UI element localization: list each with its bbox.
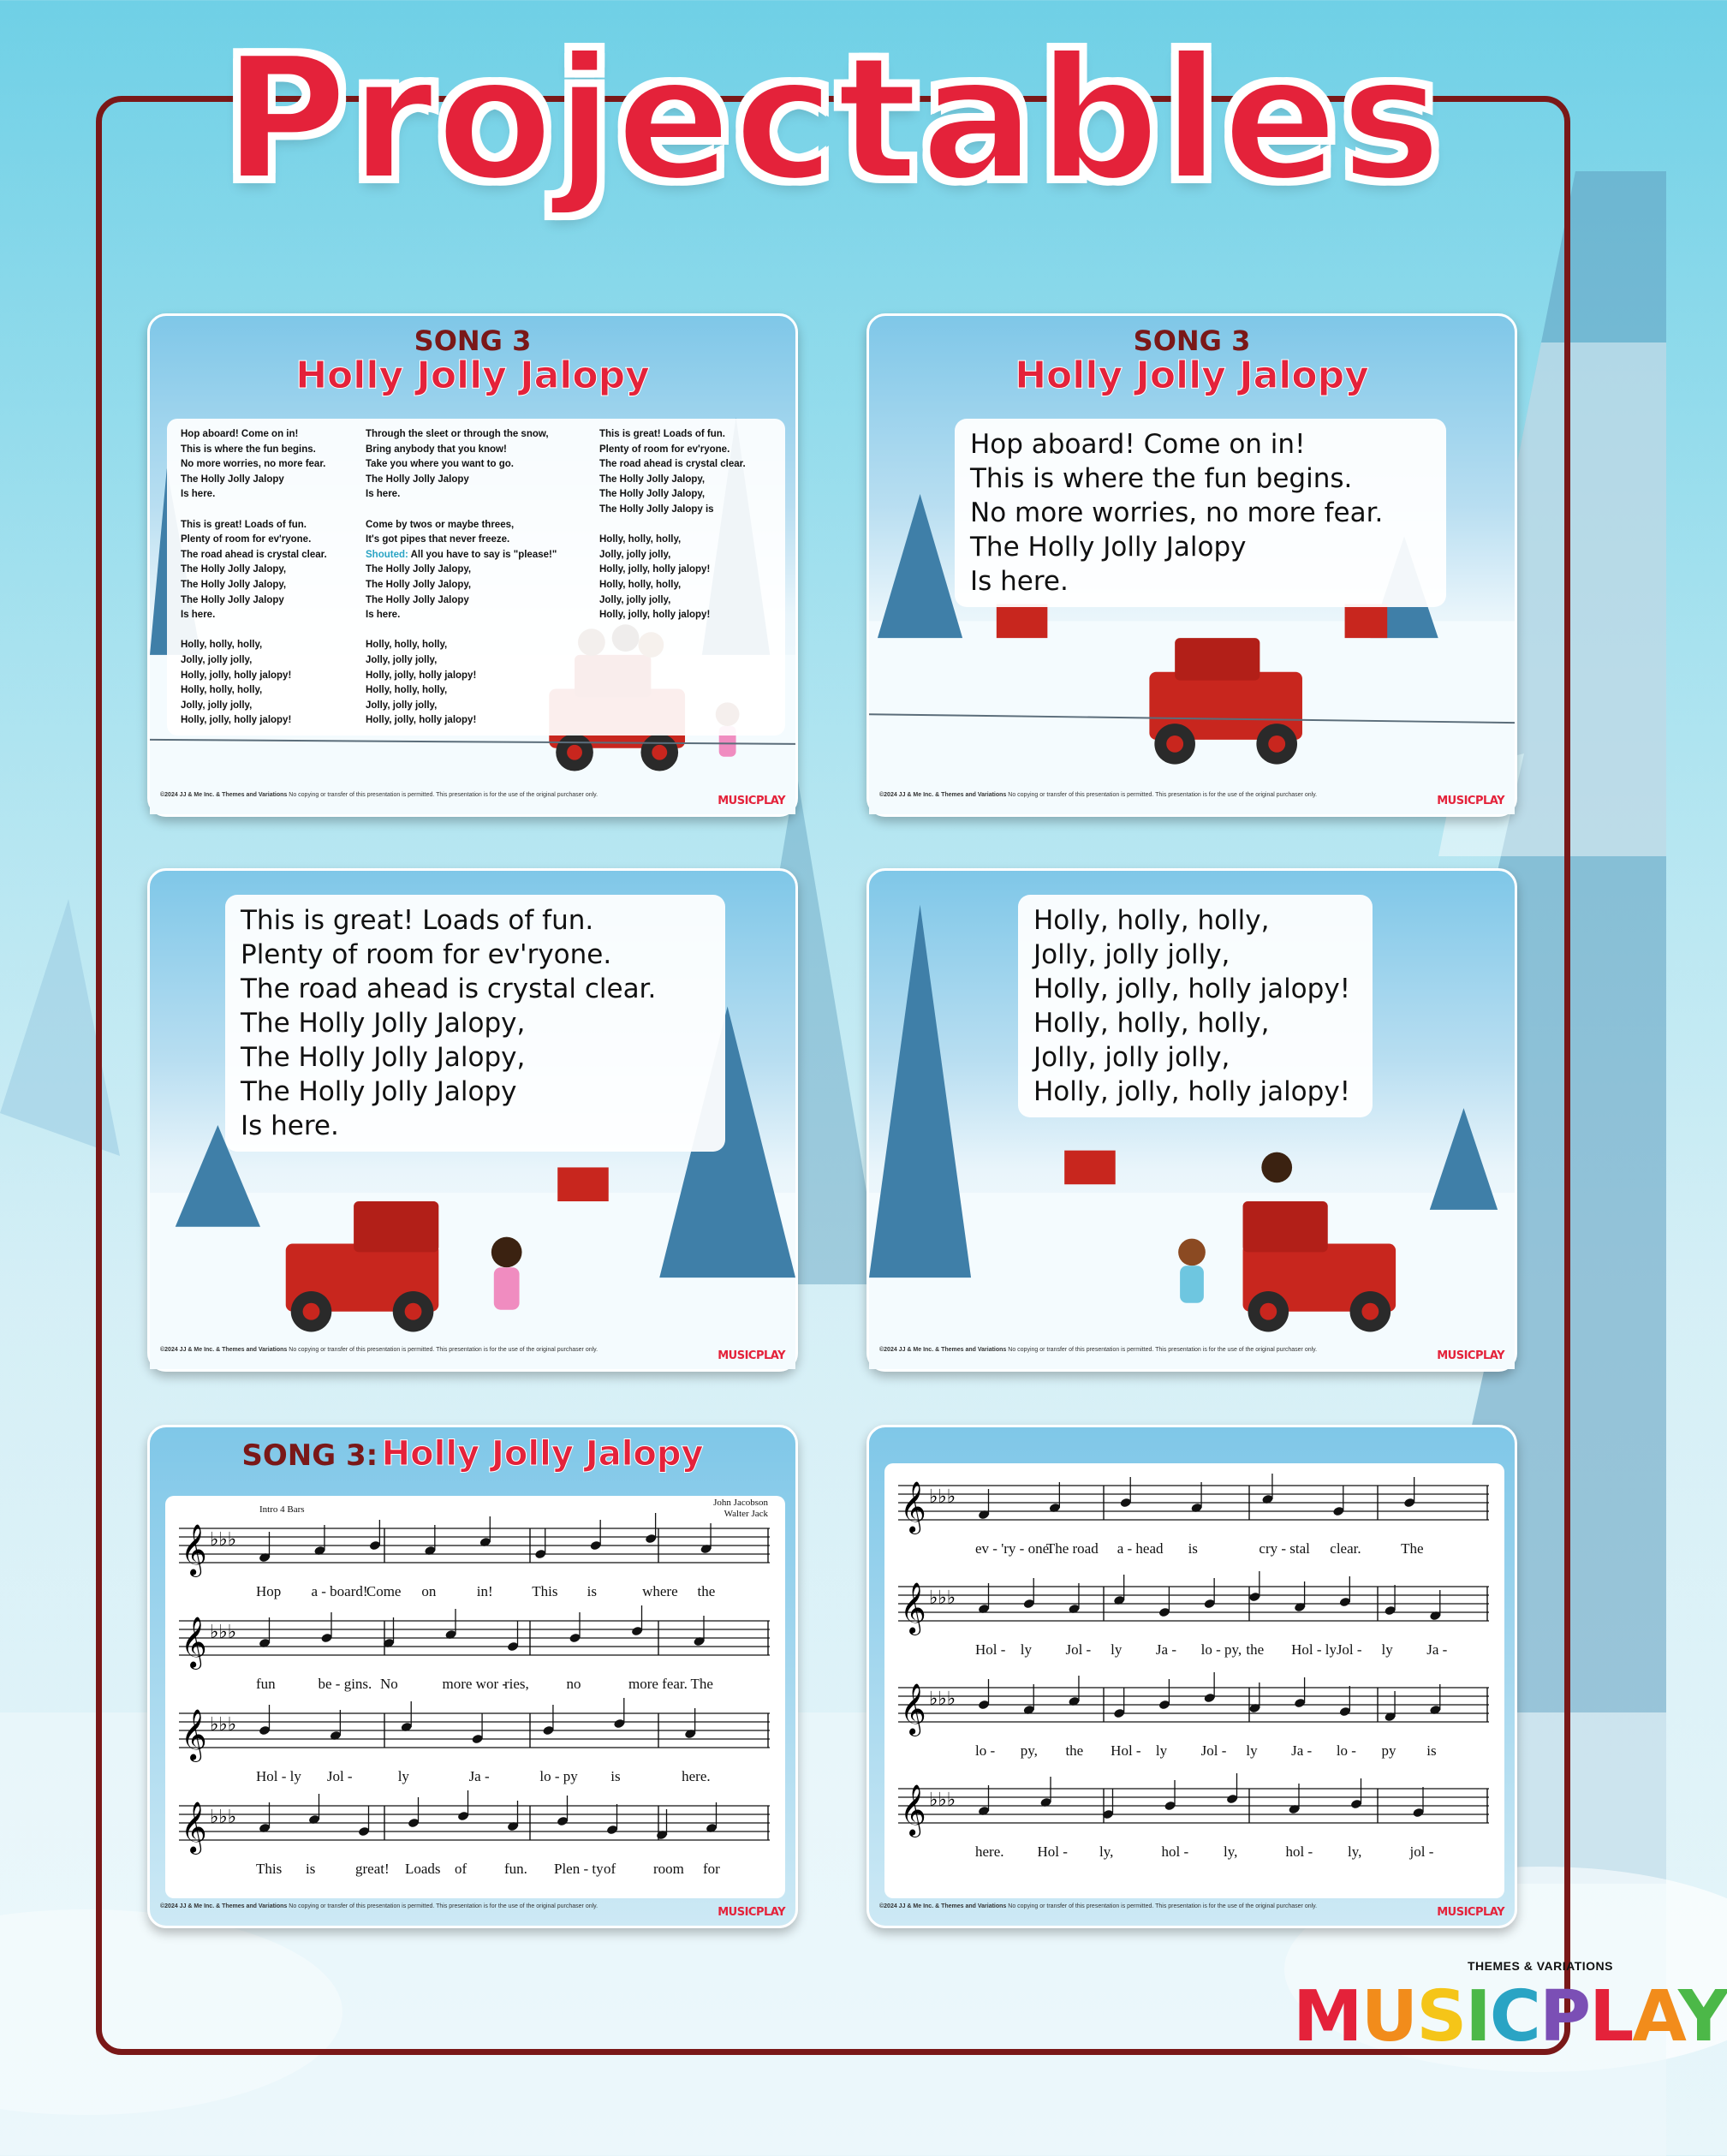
copyright-footer: ©2024 JJ & Me Inc. & Themes and Variations No copying or transfer of this presentation is permitted. This presentation is for the use of the original purchaser only.	[160, 1347, 598, 1353]
lyric-syllable: This	[256, 1861, 283, 1877]
music-staff	[179, 1520, 770, 1580]
lyric-line: Is here.	[181, 489, 216, 500]
lyric-line: Holly, holly, holly,	[1033, 905, 1270, 936]
music-staff	[898, 1578, 1489, 1638]
lyric-syllable: ries,	[504, 1676, 529, 1692]
lyric-line: Holly, jolly, holly jalopy!	[599, 564, 711, 575]
lyric-syllable: lo -	[975, 1742, 996, 1759]
lyric-syllable: Come	[366, 1583, 402, 1599]
lyric-syllable: The road	[1045, 1540, 1099, 1557]
lyric-syllable: py	[1381, 1742, 1396, 1759]
lyric-syllable: Hol - ly	[256, 1768, 301, 1784]
lyric-syllable: a - head	[1117, 1540, 1164, 1557]
lyric-line: No more worries, no more fear.	[970, 497, 1384, 528]
lyric-line: Jolly, jolly jolly,	[1033, 939, 1230, 970]
key-signature-flats: ♭♭♭	[929, 1790, 956, 1811]
lyric-line: Holly, holly, holly,	[366, 640, 448, 651]
lyric-line: This is where the fun begins.	[181, 444, 316, 455]
treble-clef-icon: 𝄞	[900, 1683, 926, 1735]
lyric-syllable: clear.	[1330, 1540, 1361, 1557]
lyric-syllable: the	[697, 1583, 716, 1599]
song-number: SONG 3	[414, 325, 532, 357]
slide-card-chorus	[866, 868, 1517, 1372]
lyric-line: The road ahead is crystal clear.	[181, 549, 327, 560]
slide-card-verse-1	[866, 313, 1517, 817]
lyric-line: This is great! Loads of fun.	[599, 429, 725, 439]
lyric-syllable: no	[566, 1676, 581, 1692]
lyrics-panel	[1018, 895, 1373, 1117]
lyric-syllable: py,	[1020, 1742, 1038, 1759]
musicplay-brand-logo	[1293, 1952, 1727, 2123]
lyric-syllable: hol -	[1285, 1843, 1313, 1860]
music-staff	[898, 1780, 1489, 1840]
copyright-footer: ©2024 JJ & Me Inc. & Themes and Variations No copying or transfer of this presentation is permitted. This presentation is for the use of the original purchaser only.	[879, 1903, 1318, 1909]
lyric-line: Holly, jolly, holly jalopy!	[181, 670, 292, 681]
lyric-syllable: Ja -	[1155, 1641, 1176, 1658]
slide-card-sheet-music-1	[147, 1425, 798, 1928]
music-staff	[179, 1797, 770, 1857]
composer-1: John Jacobson	[713, 1498, 768, 1508]
lyric-line: Holly, jolly, holly jalopy!	[366, 715, 477, 726]
lyric-syllable: The	[690, 1676, 713, 1692]
shouted-text: All you have to say is "please!"	[408, 549, 557, 560]
lyric-line: The Holly Jolly Jalopy	[970, 532, 1247, 563]
lyric-syllable: is	[587, 1583, 597, 1599]
lyric-syllable: Hol -	[1111, 1742, 1141, 1759]
lyric-syllable: where	[642, 1583, 678, 1599]
lyric-line: Is here.	[366, 489, 401, 500]
lyric-line: Holly, jolly, holly jalopy!	[181, 715, 292, 726]
treble-clef-icon: 𝄞	[181, 1709, 207, 1760]
lyric-syllable: The	[1401, 1540, 1424, 1557]
lyric-line: The Holly Jolly Jalopy,	[181, 564, 287, 575]
lyrics-panel	[225, 895, 725, 1152]
lyric-syllable: the	[1065, 1742, 1084, 1759]
lyric-syllable: of	[604, 1861, 616, 1877]
lyric-syllable: ev - 'ry - one.	[975, 1540, 1053, 1557]
song-number: SONG 3:	[241, 1438, 378, 1473]
lyric-line: The road ahead is crystal clear.	[241, 974, 657, 1004]
music-staff	[898, 1477, 1489, 1537]
lyric-syllable: Jol -	[1336, 1641, 1362, 1658]
lyric-syllable: ly	[1381, 1641, 1393, 1658]
treble-clef-icon: 𝄞	[181, 1802, 207, 1853]
brand-tagline: THEMES & VARIATIONS	[1468, 1959, 1613, 1973]
lyric-line: Jolly, jolly jolly,	[181, 700, 253, 711]
lyric-syllable: Hol - ly	[1291, 1641, 1337, 1658]
music-staff	[179, 1705, 770, 1765]
lyric-line: This is great! Loads of fun.	[241, 905, 594, 936]
lyric-line: Hop aboard! Come on in!	[970, 429, 1306, 460]
lyric-syllable: is	[1188, 1540, 1198, 1557]
lyric-line: The Holly Jolly Jalopy	[366, 594, 469, 605]
lyric-line: Through the sleet or through the snow,	[366, 429, 549, 439]
lyric-syllable: Jol -	[1200, 1742, 1227, 1759]
lyric-syllable: room	[653, 1861, 684, 1877]
lyric-line: Plenty of room for ev'ryone.	[241, 939, 612, 970]
lyric-line: Jolly, jolly jolly,	[1033, 1042, 1230, 1073]
key-signature-flats: ♭♭♭	[929, 1486, 956, 1508]
lyric-line: Hop aboard! Come on in!	[181, 429, 299, 439]
lyric-line	[599, 518, 746, 533]
lyric-line	[366, 503, 557, 518]
song-title: Holly Jolly Jalopy	[295, 354, 650, 397]
intro-label: Intro 4 Bars	[259, 1504, 305, 1515]
lyric-syllable: for	[703, 1861, 720, 1877]
lyric-syllable: lo -	[1336, 1742, 1356, 1759]
lyric-syllable: Jol -	[1065, 1641, 1092, 1658]
lyric-line	[181, 503, 327, 518]
slide-card-verse-2	[147, 868, 798, 1372]
song-title: Holly Jolly Jalopy	[1015, 354, 1369, 397]
lyric-line: The road ahead is crystal clear.	[599, 459, 746, 470]
copyright-footer: ©2024 JJ & Me Inc. & Themes and Variations No copying or transfer of this presentation is permitted. This presentation is for the use of the original purchaser only.	[879, 792, 1318, 798]
lyric-line: The Holly Jolly Jalopy,	[599, 489, 706, 500]
lyric-line: Jolly, jolly jolly,	[366, 700, 438, 711]
lyric-syllable: be - gins.	[318, 1676, 372, 1692]
musicplay-mini-logo: MUSICPLAY	[1437, 795, 1504, 807]
lyric-syllable: the	[1246, 1641, 1265, 1658]
lyric-line: The Holly Jolly Jalopy,	[241, 1008, 526, 1039]
treble-clef-icon: 𝄞	[900, 1582, 926, 1634]
lyric-syllable: Ja -	[1426, 1641, 1448, 1658]
lyric-line: Jolly, jolly jolly,	[599, 549, 671, 560]
page-title: Projectables	[222, 20, 1444, 219]
composer-2: Walter Jack	[724, 1509, 768, 1519]
lyric-syllable: ly,	[1224, 1843, 1238, 1860]
music-staff	[898, 1679, 1489, 1739]
musicplay-mini-logo: MUSICPLAY	[1437, 1349, 1504, 1362]
lyric-line: Holly, holly, holly,	[599, 534, 682, 545]
lyric-line: Holly, holly, holly,	[599, 579, 682, 590]
lyric-line: The Holly Jolly Jalopy	[181, 594, 284, 605]
lyric-syllable: more wor -	[442, 1676, 508, 1692]
lyric-line: Holly, jolly, holly jalopy!	[366, 670, 477, 681]
lyric-syllable: Ja -	[468, 1768, 490, 1784]
key-signature-flats: ♭♭♭	[210, 1529, 237, 1551]
lyric-line: Holly, holly, holly,	[181, 685, 263, 696]
lyric-syllable: a - board!	[311, 1583, 368, 1599]
copyright-footer: ©2024 JJ & Me Inc. & Themes and Variations No copying or transfer of this presentation is permitted. This presentation is for the use of the original purchaser only.	[160, 1903, 598, 1909]
lyric-syllable: of	[455, 1861, 467, 1877]
lyric-syllable: No	[380, 1676, 398, 1692]
treble-clef-icon: 𝄞	[900, 1784, 926, 1836]
lyric-line: No more worries, no more fear.	[181, 459, 326, 470]
lyric-line: The Holly Jolly Jalopy,	[366, 579, 472, 590]
key-signature-flats: ♭♭♭	[929, 1587, 956, 1609]
lyrics-panel	[955, 419, 1446, 607]
lyric-syllable: lo - py	[539, 1768, 578, 1784]
lyric-line: Holly, jolly, holly jalopy!	[1033, 1076, 1351, 1107]
slide-card-sheet-music-2	[866, 1425, 1517, 1928]
key-signature-flats: ♭♭♭	[210, 1622, 237, 1643]
key-signature-flats: ♭♭♭	[929, 1688, 956, 1710]
lyric-syllable: fun.	[504, 1861, 527, 1877]
musicplay-mini-logo: MUSICPLAY	[718, 1349, 785, 1362]
shouted-line	[366, 548, 557, 563]
lyric-syllable: cry - stal	[1259, 1540, 1310, 1557]
lyric-syllable: ly,	[1348, 1843, 1362, 1860]
lyric-syllable: Loads	[405, 1861, 441, 1877]
lyrics-column-2	[366, 427, 557, 729]
lyric-line	[366, 623, 557, 639]
sheet-music	[884, 1463, 1504, 1898]
lyric-line: The Holly Jolly Jalopy,	[599, 473, 706, 485]
lyric-syllable: Hop	[256, 1583, 282, 1599]
lyric-line: The Holly Jolly Jalopy,	[366, 564, 472, 575]
lyric-syllable: is	[306, 1861, 316, 1877]
copyright-footer: ©2024 JJ & Me Inc. & Themes and Variations No copying or transfer of this presentation is permitted. This presentation is for the use of the original purchaser only.	[160, 792, 598, 798]
lyric-line: This is where the fun begins.	[970, 463, 1353, 494]
lyric-line: It's got pipes that never freeze.	[366, 534, 510, 545]
musicplay-mini-logo: MUSICPLAY	[718, 795, 785, 807]
lyric-syllable: lo - py,	[1200, 1641, 1242, 1658]
lyric-syllable: hol -	[1161, 1843, 1189, 1860]
lyric-syllable: more fear.	[628, 1676, 688, 1692]
lyric-line: The Holly Jolly Jalopy,	[181, 579, 287, 590]
lyric-line: Is here.	[181, 610, 216, 621]
lyric-line: The Holly Jolly Jalopy	[366, 473, 469, 485]
lyric-line: Holly, jolly, holly jalopy!	[1033, 974, 1351, 1004]
treble-clef-icon: 𝄞	[900, 1481, 926, 1533]
sheet-music	[165, 1496, 785, 1898]
lyrics-column-1	[181, 427, 327, 729]
lyric-line: The Holly Jolly Jalopy	[181, 473, 284, 485]
lyric-syllable: on	[421, 1583, 437, 1599]
lyric-syllable: Hol -	[1037, 1843, 1068, 1860]
key-signature-flats: ♭♭♭	[210, 1807, 237, 1828]
lyric-line: The Holly Jolly Jalopy	[241, 1076, 517, 1107]
lyric-line: Holly, holly, holly,	[366, 685, 448, 696]
lyric-line: Is here.	[970, 566, 1069, 597]
lyric-syllable: great!	[355, 1861, 390, 1877]
lyric-line: Jolly, jolly jolly,	[599, 594, 671, 605]
lyric-syllable: is	[1426, 1742, 1437, 1759]
treble-clef-icon: 𝄞	[181, 1617, 207, 1668]
key-signature-flats: ♭♭♭	[210, 1714, 237, 1736]
treble-clef-icon: 𝄞	[181, 1524, 207, 1575]
lyric-line: Jolly, jolly jolly,	[181, 654, 253, 665]
lyric-line: Plenty of room for ev'ryone.	[599, 444, 730, 455]
lyric-syllable: here.	[975, 1843, 1004, 1860]
lyric-line: Is here.	[241, 1111, 339, 1141]
lyric-line: Holly, holly, holly,	[181, 640, 263, 651]
lyric-line: This is great! Loads of fun.	[181, 519, 307, 530]
lyric-syllable: Plen - ty	[554, 1861, 604, 1877]
lyric-line: Is here.	[366, 610, 401, 621]
lyric-syllable: fun	[256, 1676, 276, 1692]
lyric-line: Plenty of room for ev'ryone.	[181, 534, 312, 545]
lyric-syllable: here.	[682, 1768, 711, 1784]
lyric-line: Jolly, jolly jolly,	[366, 654, 438, 665]
lyric-syllable: is	[610, 1768, 621, 1784]
lyric-line: Come by twos or maybe threes,	[366, 519, 515, 530]
lyric-line: The Holly Jolly Jalopy is	[599, 503, 714, 515]
musicplay-mini-logo: MUSICPLAY	[1437, 1906, 1504, 1919]
lyric-syllable: This	[532, 1583, 558, 1599]
copyright-footer: ©2024 JJ & Me Inc. & Themes and Variations No copying or transfer of this presentation is permitted. This presentation is for the use of the original purchaser only.	[879, 1347, 1318, 1353]
lyrics-column-3	[599, 427, 746, 623]
lyric-syllable: ly	[1246, 1742, 1258, 1759]
lyric-line: Holly, holly, holly,	[1033, 1008, 1270, 1039]
music-staff	[179, 1612, 770, 1672]
lyric-syllable: in!	[476, 1583, 493, 1599]
lyric-line: Holly, jolly, holly jalopy!	[599, 610, 711, 621]
lyric-syllable: Hol -	[975, 1641, 1006, 1658]
lyric-syllable: jol -	[1409, 1843, 1434, 1860]
lyric-syllable: Ja -	[1291, 1742, 1313, 1759]
brand-name: MUSICPLAY	[1293, 1976, 1727, 2058]
musicplay-mini-logo: MUSICPLAY	[718, 1906, 785, 1919]
slide-card-lyrics-full	[147, 313, 798, 817]
lyric-line: The Holly Jolly Jalopy,	[241, 1042, 526, 1073]
song-number: SONG 3	[1133, 325, 1251, 357]
shouted-label: Shouted:	[366, 549, 408, 560]
lyric-syllable: ly	[1020, 1641, 1032, 1658]
lyric-syllable: ly	[1111, 1641, 1123, 1658]
song-title: Holly Jolly Jalopy	[381, 1434, 704, 1474]
lyric-syllable: ly	[397, 1768, 409, 1784]
lyric-line	[181, 623, 327, 639]
lyric-syllable: ly	[1155, 1742, 1168, 1759]
lyric-line: Take you where you want to go.	[366, 459, 514, 470]
lyric-line: Bring anybody that you know!	[366, 444, 507, 455]
lyric-syllable: Jol -	[326, 1768, 353, 1784]
lyric-syllable: ly,	[1099, 1843, 1114, 1860]
